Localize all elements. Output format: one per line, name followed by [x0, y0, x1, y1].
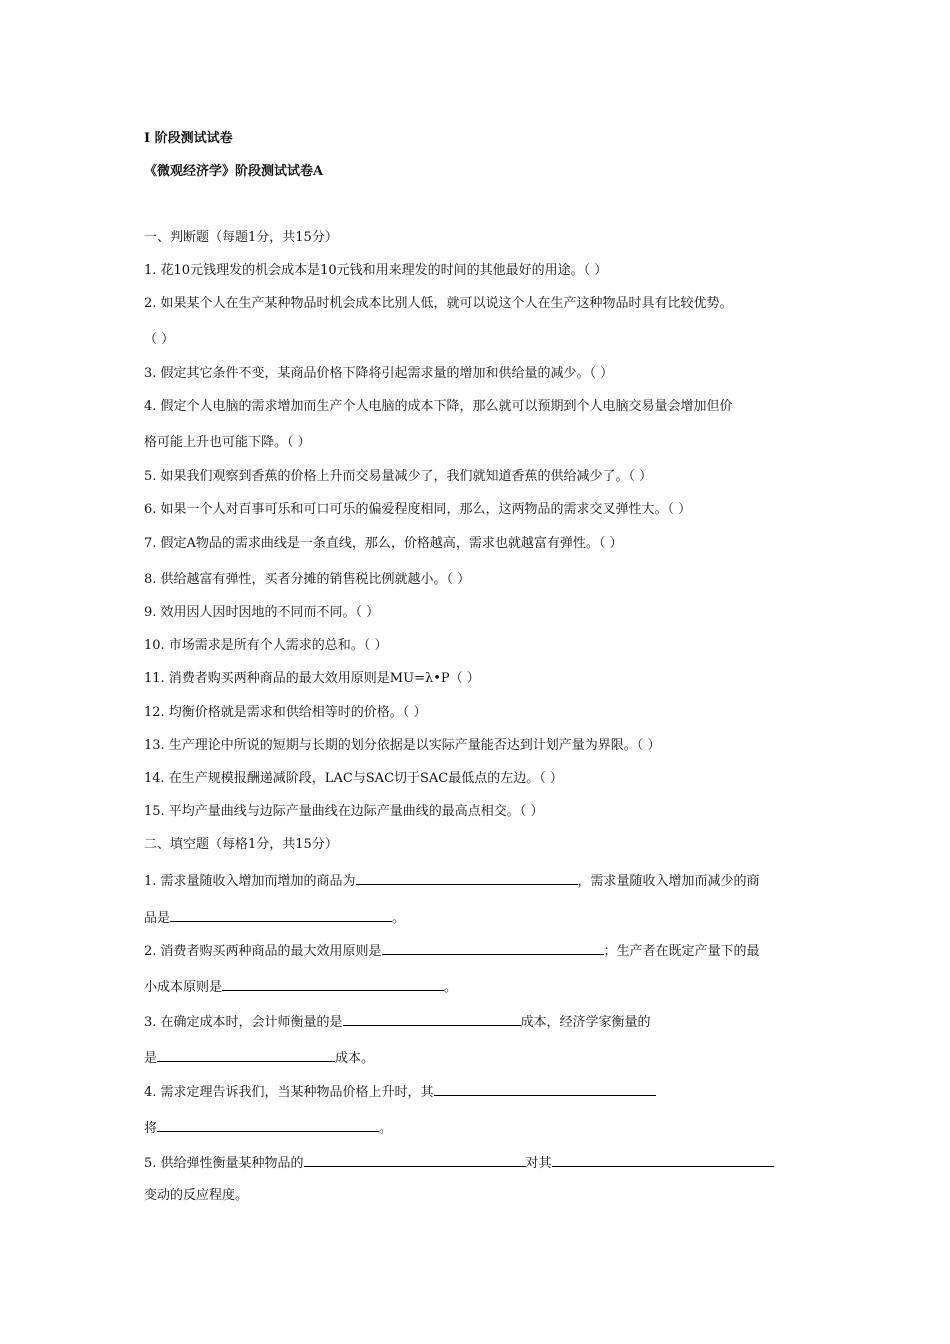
question-6: 6. 如果一个人对百事可乐和可口可乐的偏爱程度相同，那么，这两物品的需求交叉弹性大。（ ） [144, 502, 692, 517]
fill-question-1-cont [144, 908, 405, 927]
part2-heading: 二、填空题（每格1分，共15分） [144, 837, 338, 852]
answer-blank[interactable] [157, 1048, 335, 1062]
fill-question-5 [144, 1153, 774, 1172]
fill-text: 是 [144, 1051, 158, 1066]
section-title: I 阶段测试试卷 [144, 131, 233, 146]
answer-blank[interactable] [552, 1153, 774, 1167]
answer-blank[interactable] [343, 1012, 521, 1026]
question-3: 3. 假定其它条件不变，某商品价格下降将引起需求量的增加和供给量的减少。（ ） [144, 366, 614, 381]
question-8: 8. 供给越富有弹性，买者分摊的销售税比例就越小。（ ） [144, 572, 471, 587]
fill-question-2 [144, 941, 760, 960]
answer-blank[interactable] [434, 1082, 656, 1096]
question-13: 13. 生产理论中所说的短期与长期的划分依据是以实际产量能否达到计划产量为界限。（ ） [144, 738, 661, 753]
answer-blank[interactable] [170, 908, 392, 922]
answer-blank[interactable] [157, 1118, 379, 1132]
question-4: 4. 假定个人电脑的需求增加而生产个人电脑的成本下降，那么就可以预期到个人电脑交易量会增加但价 [144, 399, 733, 414]
fill-text: 。 [444, 980, 458, 995]
fill-text: 3. 在确定成本时，会计师衡量的是 [144, 1015, 343, 1030]
fill-text: 对其 [525, 1156, 552, 1171]
question-5: 5. 如果我们观察到香蕉的价格上升而交易量减少了，我们就知道香蕉的供给减少了。（ ） [144, 469, 653, 484]
fill-question-5-cont: 变动的反应程度。 [144, 1188, 249, 1203]
fill-text: 成本，经济学家衡量的 [520, 1015, 651, 1030]
fill-text: 品是 [144, 911, 171, 926]
answer-blank[interactable] [356, 871, 578, 885]
fill-text: 成本。 [335, 1051, 375, 1066]
question-10: 10. 市场需求是所有个人需求的总和。（ ） [144, 638, 388, 653]
fill-text: 。 [379, 1121, 393, 1136]
fill-question-4 [144, 1082, 656, 1101]
fill-question-2-cont [144, 977, 457, 996]
fill-text: 1. 需求量随收入增加而增加的商品为 [144, 874, 356, 889]
question-7: 7. 假定A物品的需求曲线是一条直线，那么，价格越高，需求也就越富有弹性。（ ） [144, 536, 623, 551]
fill-text: 将 [144, 1121, 158, 1136]
fill-text: 小成本原则是 [144, 980, 223, 995]
fill-question-3-cont [144, 1048, 374, 1067]
question-14: 14. 在生产规模报酬递减阶段，LAC与SAC切于SAC最低点的左边。（ ） [144, 771, 563, 786]
fill-text: 。 [392, 911, 406, 926]
question-1: 1. 花10元钱理发的机会成本是10元钱和用来理发的时间的其他最好的用途。（ ） [144, 263, 608, 278]
answer-blank[interactable] [382, 941, 604, 955]
question-4-cont: 格可能上升也可能下降。（ ） [144, 435, 311, 450]
fill-text: 5. 供给弹性衡量某种物品的 [144, 1156, 304, 1171]
question-2: 2. 如果某个人在生产某种物品时机会成本比别人低，就可以说这个人在生产这种物品时具有比较优势。 [144, 296, 733, 311]
fill-text: 2. 消费者购买两种商品的最大效用原则是 [144, 944, 382, 959]
answer-blank[interactable] [304, 1153, 526, 1167]
question-11: 11. 消费者购买两种商品的最大效用原则是MU=λ•P（ ） [144, 671, 480, 686]
fill-question-4-cont [144, 1118, 392, 1137]
question-12: 12. 均衡价格就是需求和供给相等时的价格。（ ） [144, 705, 427, 720]
answer-blank[interactable] [222, 977, 444, 991]
question-2-cont: （ ） [144, 332, 175, 347]
fill-text: ；生产者在既定产量下的最 [603, 944, 760, 959]
question-9: 9. 效用因人因时因地的不同而不同。（ ） [144, 605, 380, 620]
fill-question-1 [144, 871, 760, 890]
exam-title: 《微观经济学》阶段测试试卷A [144, 164, 324, 179]
fill-text: ，需求量随收入增加而减少的商 [577, 874, 760, 889]
fill-question-3 [144, 1012, 651, 1031]
part1-heading: 一、判断题（每题1分，共15分） [144, 230, 338, 245]
fill-text: 4. 需求定理告诉我们，当某种物品价格上升时，其 [144, 1085, 434, 1100]
question-15: 15. 平均产量曲线与边际产量曲线在边际产量曲线的最高点相交。（ ） [144, 804, 544, 819]
